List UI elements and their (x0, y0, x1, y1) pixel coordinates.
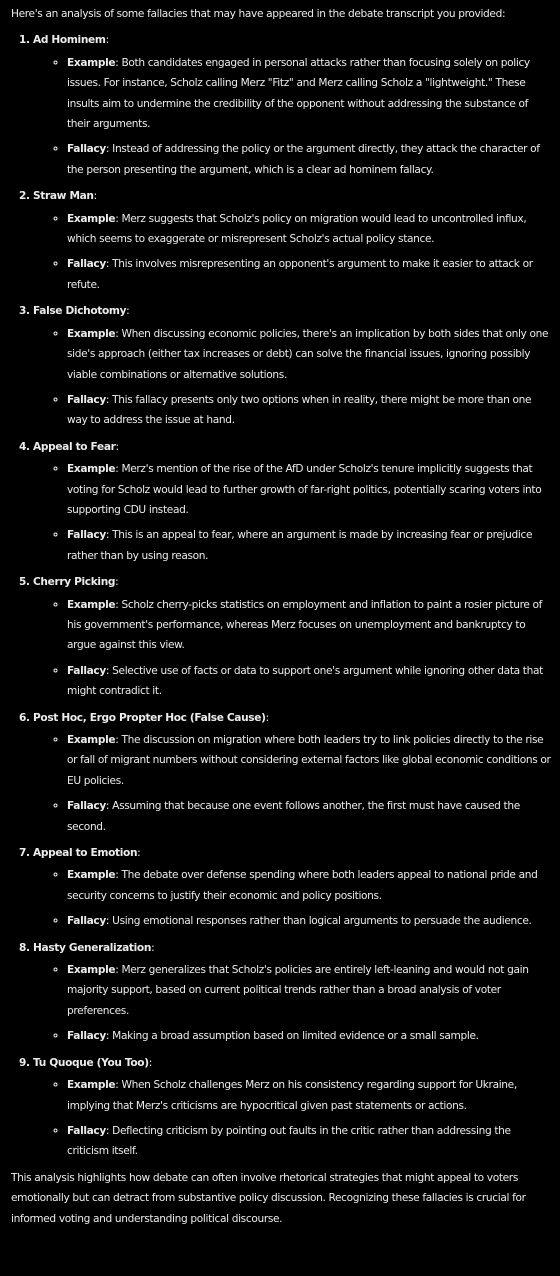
fallacy-details (33, 53, 552, 180)
fallacy-text: Selective use of facts or data to support one's argument while ignoring other data that might contradict it. (67, 664, 543, 698)
fallacy-title: False Dichotomy (33, 305, 127, 318)
fallacy-title: Cherry Picking (33, 576, 116, 589)
fallacy-label: Fallacy (67, 664, 106, 677)
fallacy-text: Instead of addressing the policy or the argument directly, they attack the character of the person presenting the argument, which is a clear ad hominem fallacy. (67, 143, 540, 176)
fallacy-explanation-item: ◦ Fallacy: Selective use of facts or data to support one's argument while ignoring other data that might contradict it. (67, 661, 552, 702)
fallacy-text: This involves misrepresenting an opponent's argument to make it easier to attack or refute. (67, 258, 533, 291)
fallacy-label: Fallacy (67, 258, 106, 271)
example-item: ◦ Example: When Scholz challenges Merz on his consistency regarding support for Ukraine, implying that Merz's criticisms are hypocritical given past statements or actions. (67, 1075, 552, 1116)
fallacy-item: 8. Hasty Generalization: ◦ Example: Merz generalizes that Scholz's policies are entirely left-leaning and would not gain majority support, based on current political trends rather than a broad analysis of voter preferences. ◦ Fallacy: Making a broad assumption based on limited evidence or a small sample. (33, 938, 552, 1047)
example-item: ◦ Example: Scholz cherry-picks statistics on employment and inflation to paint a rosier picture of his government's performance, whereas Merz focuses on unemployment and bankruptcy to argue against this view. (67, 595, 552, 656)
fallacy-item: 5. Cherry Picking: ◦ Example: Scholz cherry-picks statistics on employment and inflation to paint a rosier picture of his government's performance, whereas Merz focuses on unemployment and bankruptcy to argue against this view. ◦ Fallacy: Selective use of facts or data to support one's argument while ignoring other data that might contradict it. (33, 572, 552, 701)
fallacy-title: Ad Hominem (33, 34, 106, 47)
fallacy-item: 6. Post Hoc, Ergo Propter Hoc (False Cause): ◦ Example: The discussion on migration where both leaders try to link policies directly to the rise or fall of migrant numbers without considering external factors like global economic conditions or EU policies. ◦ Fallacy: Assuming that because one event follows another, the first must have caused the second. (33, 708, 552, 837)
fallacy-explanation-item: ◦ Fallacy: Assuming that because one event follows another, the first must have caused the second. (67, 796, 552, 837)
fallacy-item: 4. Appeal to Fear: ◦ Example: Merz's mention of the rise of the AfD under Scholz's tenure implicitly suggests that voting for Scholz would lead to further growth of far-right politics, potentially scaring voters into supporting CDU instead. ◦ Fallacy: This is an appeal to fear, where an argument is made by increasing fear or prejudice rather than by using reason. (33, 437, 552, 566)
example-label: Example (67, 1079, 116, 1092)
fallacy-text: This is an appeal to fear, where an argument is made by increasing fear or prejudice rather than by using reason. (67, 529, 533, 562)
example-item: ◦ Example: The discussion on migration where both leaders try to link policies directly to the rise or fall of migrant numbers without considering external factors like global economic conditions or EU policies. (67, 730, 552, 791)
example-text: When discussing economic policies, there's an implication by both sides that only one side's approach (either tax increases or debt) can solve the financial issues, ignoring possibly viable combinations or alternative solutions. (67, 327, 549, 381)
fallacy-explanation-item: ◦ Fallacy: Making a broad assumption based on limited evidence or a small sample. (67, 1026, 552, 1046)
example-text: When Scholz challenges Merz on his consistency regarding support for Ukraine, implying that Merz's criticisms are hypocritical given past statements or actions. (67, 1079, 517, 1112)
example-label: Example (67, 964, 116, 977)
example-text: The discussion on migration where both leaders try to link policies directly to the rise or fall of migrant numbers without considering external factors like global economic conditions or EU policies. (67, 734, 551, 787)
example-item: ◦ Example: Merz generalizes that Scholz's policies are entirely left-leaning and would not gain majority support, based on current political trends rather than a broad analysis of voter preferences. (67, 960, 552, 1021)
example-text: Merz suggests that Scholz's policy on migration would lead to uncontrolled influx, which seems to exaggerate or misrepresent Scholz's actual policy stance. (67, 212, 527, 246)
fallacy-text: Making a broad assumption based on limited evidence or a small sample. (112, 1030, 479, 1043)
example-text: Scholz cherry-picks statistics on employment and inflation to paint a rosier picture of his government's performance, whereas Merz focuses on unemployment and bankruptcy to argue against this view. (67, 598, 543, 652)
fallacy-title: Appeal to Fear (33, 440, 116, 453)
fallacy-explanation-item: ◦ Fallacy: This is an appeal to fear, where an argument is made by increasing fear or prejudice rather than by using reason. (67, 525, 552, 566)
fallacy-label: Fallacy (67, 915, 106, 928)
fallacy-details (33, 209, 552, 296)
fallacy-explanation-item: ◦ Fallacy: This fallacy presents only two options when in reality, there might be more than one way to address the issue at hand. (67, 390, 552, 431)
example-item: ◦ Example: Both candidates engaged in personal attacks rather than focusing solely on policy issues. For instance, Scholz calling Merz "Fitz" and Merz calling Scholz a "lightweight." These insults aim to undermine the credibility of the opponent without addressing the substance of their arguments. (67, 53, 552, 135)
fallacy-details (33, 865, 552, 931)
fallacy-details (33, 730, 552, 837)
example-label: Example (67, 734, 116, 746)
example-label: Example (67, 327, 116, 340)
conclusion-paragraph: This analysis highlights how debate can often involve rhetorical strategies that might appeal to voters emotionally but can detract from substantive policy discussion. Recognizing these fallacies is crucial for informed voting and understanding political discourse. (11, 1171, 526, 1225)
intro-paragraph: Here's an analysis of some fallacies that may have appeared in the debate transcript you provided: (11, 8, 506, 20)
fallacy-item: 7. Appeal to Emotion: ◦ Example: The debate over defense spending where both leaders appeal to national pride and security concerns to justify their economic and policy positions. ◦ Fallacy: Using emotional responses rather than logical arguments to persuade the audience. (33, 843, 552, 932)
fallacy-item: 1. Ad Hominem: ◦ Example: Both candidates engaged in personal attacks rather than focusing solely on policy issues. For instance, Scholz calling Merz "Fitz" and Merz calling Scholz a "lightweight." These insults aim to undermine the credibility of the opponent without addressing the substance of their arguments. ◦ Fallacy: Instead of addressing the policy or the argument directly, they attack the character of the person presenting the argument, which is a clear ad hominem fallacy. (33, 30, 552, 180)
fallacy-label: Fallacy (67, 393, 106, 406)
example-text: Both candidates engaged in personal attacks rather than focusing solely on policy issues. For instance, Scholz calling Merz "Fitz" and Merz calling Scholz a "lightweight." These insults aim to undermine the credibility of the opponent without addressing the substance of their arguments. (67, 56, 530, 131)
fallacy-details (33, 324, 552, 431)
fallacy-text: Deflecting criticism by pointing out faults in the critic rather than addressing the criticism itself. (67, 1124, 511, 1158)
example-text: Merz's mention of the rise of the AfD under Scholz's tenure implicitly suggests that voting for Scholz would lead to further growth of far-right politics, potentially scaring voters into supporting CDU instead. (67, 463, 542, 516)
example-item: ◦ Example: Merz's mention of the rise of the AfD under Scholz's tenure implicitly suggests that voting for Scholz would lead to further growth of far-right politics, potentially scaring voters into supporting CDU instead. (67, 459, 552, 520)
example-item: ◦ Example: When discussing economic policies, there's an implication by both sides that only one side's approach (either tax increases or debt) can solve the financial issues, ignoring possibly viable combinations or alternative solutions. (67, 324, 552, 385)
fallacy-label: Fallacy (67, 143, 106, 156)
fallacy-label: Fallacy (67, 800, 106, 813)
fallacy-details (33, 459, 552, 566)
fallacy-item: 3. False Dichotomy: ◦ Example: When discussing economic policies, there's an implication by both sides that only one side's approach (either tax increases or debt) can solve the financial issues, ignoring possibly viable combinations or alternative solutions. ◦ Fallacy: This fallacy presents only two options when in reality, there might be more than one way to address the issue at hand. (33, 301, 552, 430)
fallacy-details (33, 960, 552, 1047)
fallacy-list (11, 30, 552, 1161)
example-label: Example (67, 598, 116, 611)
example-label: Example (67, 56, 116, 69)
fallacy-explanation-item: ◦ Fallacy: Deflecting criticism by pointing out faults in the critic rather than addressing the criticism itself. (67, 1121, 552, 1162)
fallacy-title: Appeal to Emotion (33, 847, 138, 860)
example-label: Example (67, 212, 116, 225)
fallacy-details (33, 595, 552, 702)
fallacy-label: Fallacy (67, 529, 106, 542)
example-item: ◦ Example: Merz suggests that Scholz's policy on migration would lead to uncontrolled influx, which seems to exaggerate or misrepresent Scholz's actual policy stance. (67, 209, 552, 250)
fallacy-title: Straw Man (33, 190, 94, 203)
fallacy-details (33, 1075, 552, 1162)
example-text: The debate over defense spending where both leaders appeal to national pride and security concerns to justify their economic and policy positions. (67, 869, 538, 902)
fallacy-text: Using emotional responses rather than logical arguments to persuade the audience. (112, 915, 532, 928)
fallacy-title: Post Hoc, Ergo Propter Hoc (False Cause) (33, 711, 266, 724)
example-item: ◦ Example: The debate over defense spending where both leaders appeal to national pride and security concerns to justify their economic and policy positions. (67, 865, 552, 906)
fallacy-item: 9. Tu Quoque (You Too): ◦ Example: When Scholz challenges Merz on his consistency regarding support for Ukraine, implying that Merz's criticisms are hypocritical given past statements or actions. ◦ Fallacy: Deflecting criticism by pointing out faults in the critic rather than addressing the criticism itself. (33, 1053, 552, 1162)
fallacy-text: This fallacy presents only two options when in reality, there might be more than one way to address the issue at hand. (67, 393, 532, 427)
fallacy-explanation-item: ◦ Fallacy: Instead of addressing the policy or the argument directly, they attack the character of the person presenting the argument, which is a clear ad hominem fallacy. (67, 139, 552, 180)
fallacy-label: Fallacy (67, 1030, 106, 1043)
fallacy-item: 2. Straw Man: ◦ Example: Merz suggests that Scholz's policy on migration would lead to uncontrolled influx, which seems to exaggerate or misrepresent Scholz's actual policy stance. ◦ Fallacy: This involves misrepresenting an opponent's argument to make it easier to attack or refute. (33, 186, 552, 295)
example-label: Example (67, 463, 116, 476)
fallacy-explanation-item: ◦ Fallacy: This involves misrepresenting an opponent's argument to make it easier to attack or refute. (67, 254, 552, 295)
fallacy-title: Tu Quoque (You Too) (33, 1056, 149, 1069)
fallacy-text: Assuming that because one event follows another, the first must have caused the second. (67, 800, 520, 833)
example-label: Example (67, 869, 116, 882)
example-text: Merz generalizes that Scholz's policies are entirely left-leaning and would not gain majority support, based on current political trends rather than a broad analysis of voter preferences. (67, 964, 529, 1017)
fallacy-label: Fallacy (67, 1124, 106, 1137)
fallacy-explanation-item: ◦ Fallacy: Using emotional responses rather than logical arguments to persuade the audience. (67, 911, 552, 931)
fallacy-title: Hasty Generalization (33, 941, 152, 954)
